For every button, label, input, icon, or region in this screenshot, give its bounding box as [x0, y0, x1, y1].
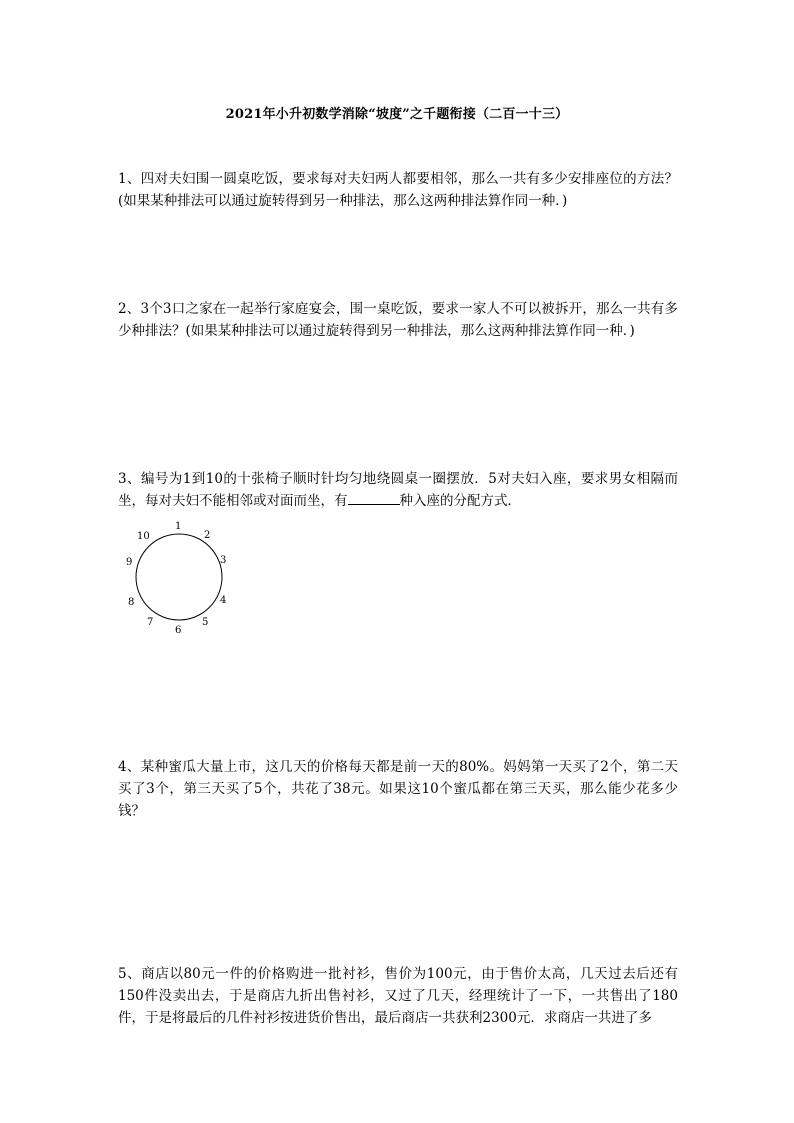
seat-label-2: 2	[204, 530, 211, 541]
seat-label-4: 4	[220, 595, 227, 606]
question-5: 5、商店以80元一件的价格购进一批衬衫，售价为100元，由于售价太高，几天过去后还有150件没卖出去，于是商店九折出售衬衫，又过了几天，经理统计了一下，一共售出了180件，于是将最后的几件衬衫按进货价售出，最后商店一共获利2300元．求商店一共进了多	[118, 966, 678, 1026]
question-3-text-end: 种入座的分配方式．	[399, 493, 521, 509]
seat-label-5: 5	[202, 617, 209, 628]
seat-label-1: 1	[175, 521, 182, 532]
round-table-diagram	[118, 515, 238, 640]
seat-label-6: 6	[175, 625, 182, 636]
question-2: 2、3个3口之家在一起举行家庭宴会，围一桌吃饭，要求一家人不可以被拆开，那么一共有多少种排法？(如果某种排法可以通过旋转得到另一种排法，那么这两种排法算作同一种．)	[118, 301, 678, 339]
seat-label-10: 10	[137, 531, 150, 542]
question-1: 1、四对夫妇围一圆桌吃饭，要求每对夫妇两人都要相邻，那么一共有多少安排座位的方法？(如果某种排法可以通过旋转得到另一种排法，那么这两种排法算作同一种．)	[118, 171, 678, 209]
page-title: 2021年小升初数学消除“坡度”之千题衔接（二百一十三）	[225, 107, 569, 122]
question-4: 4、某种蜜瓜大量上市，这几天的价格每天都是前一天的80%。妈妈第一天买了2个，第二天买了3个，第三天买了5个，共花了38元。如果这10个蜜瓜都在第三天买，那么能少花多少钱？	[118, 759, 678, 819]
seat-label-8: 8	[128, 597, 135, 608]
question-3-text: 3、编号为1到10的十张椅子顺时针均匀地绕圆桌一圈摆放．5对夫妇入座，要求男女相隔而坐，每对夫妇不能相邻或对面而坐，有	[118, 471, 678, 509]
answer-blank	[348, 490, 400, 505]
question-3	[118, 468, 678, 512]
seat-label-3: 3	[220, 555, 227, 566]
seat-label-7: 7	[147, 617, 154, 628]
seat-label-9: 9	[126, 557, 133, 568]
round-table-circle	[136, 534, 222, 620]
